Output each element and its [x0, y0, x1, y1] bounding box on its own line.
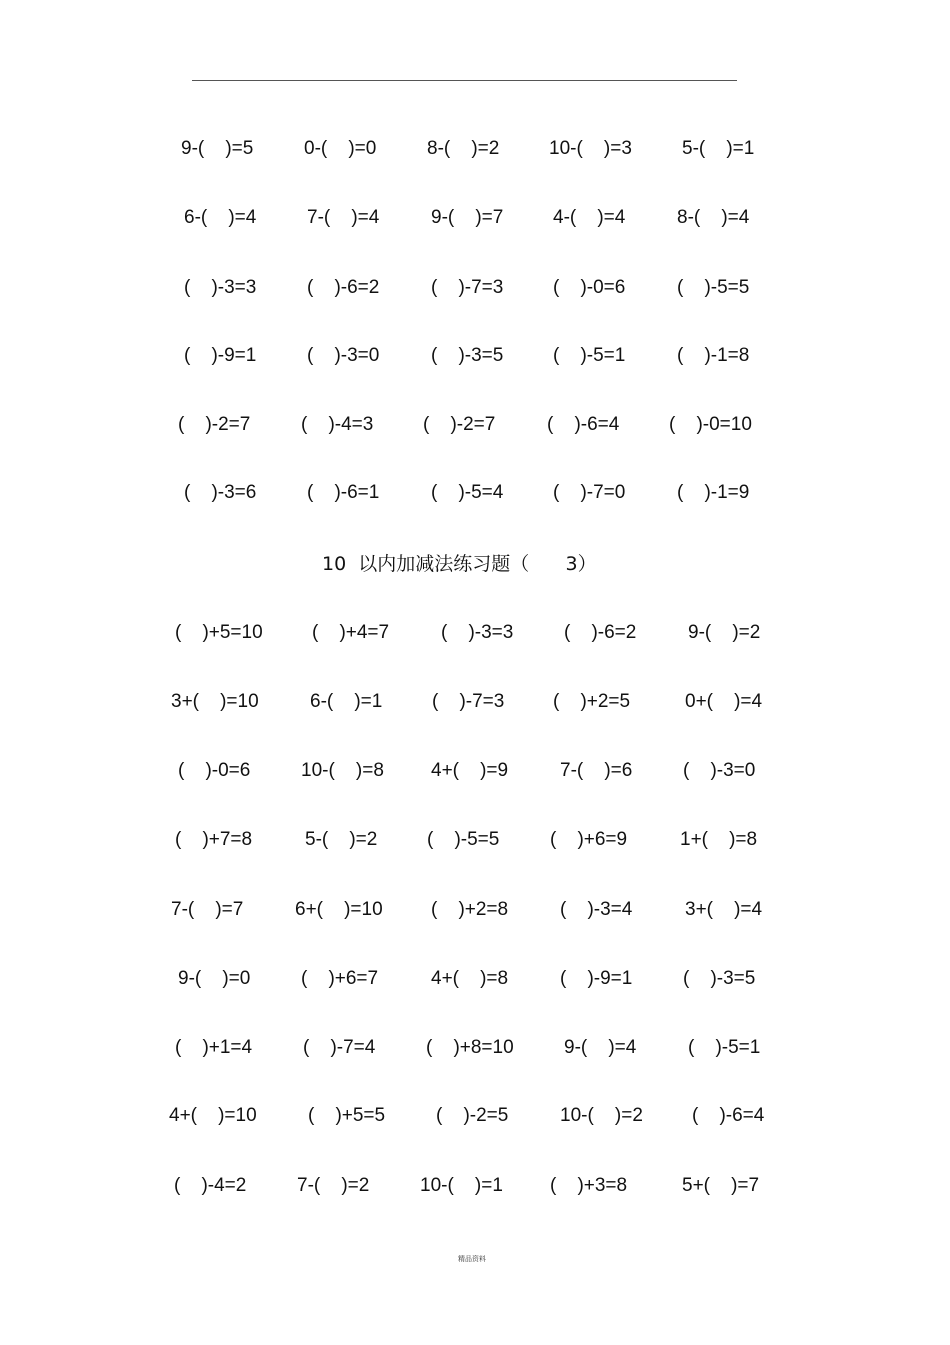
exercise-item: 9-( )=7: [431, 207, 504, 228]
exercise-item: ( )-6=2: [564, 622, 637, 643]
exercise-item: ( )-2=7: [423, 414, 496, 435]
exercise-item: ( )-6=4: [547, 414, 620, 435]
exercise-item: 10-( )=8: [301, 760, 384, 781]
exercise-item: ( )-2=5: [436, 1105, 509, 1126]
exercise-item: 9-( )=5: [181, 138, 254, 159]
section-title-row: [0, 549, 950, 579]
top-rule: [192, 80, 737, 81]
exercise-item: ( )-5=4: [431, 482, 504, 503]
exercise-item: 5+( )=7: [682, 1175, 760, 1196]
exercise-item: ( )+2=8: [431, 899, 509, 920]
exercise-item: ( )+4=7: [312, 622, 390, 643]
exercise-item: ( )-6=1: [307, 482, 380, 503]
exercise-item: 9-( )=2: [688, 622, 761, 643]
exercise-item: ( )+2=5: [553, 691, 631, 712]
exercise-item: 0-( )=0: [304, 138, 377, 159]
exercise-item: ( )+6=9: [550, 829, 628, 850]
exercise-item: 6+( )=10: [295, 899, 383, 920]
exercise-item: 7-( )=2: [297, 1175, 370, 1196]
exercise-row: [0, 1033, 950, 1063]
exercise-item: 0+( )=4: [685, 691, 763, 712]
exercise-item: 7-( )=6: [560, 760, 633, 781]
exercise-row: [0, 410, 950, 440]
exercise-item: ( )-3=5: [431, 345, 504, 366]
exercise-item: ( )-3=0: [683, 760, 756, 781]
exercise-item: ( )+5=10: [175, 622, 263, 643]
exercise-item: ( )+1=4: [175, 1037, 253, 1058]
exercise-item: ( )-3=6: [184, 482, 257, 503]
exercise-item: 8-( )=2: [427, 138, 500, 159]
exercise-item: 7-( )=4: [307, 207, 380, 228]
exercise-item: ( )-2=7: [178, 414, 251, 435]
exercise-item: ( )-7=3: [432, 691, 505, 712]
exercise-item: 6-( )=1: [310, 691, 383, 712]
exercise-item: 4+( )=8: [431, 968, 509, 989]
exercise-item: ( )-3=4: [560, 899, 633, 920]
exercise-row: [0, 687, 950, 717]
exercise-row: [0, 273, 950, 303]
exercise-item: ( )-5=5: [677, 277, 750, 298]
exercise-item: ( )-3=0: [307, 345, 380, 366]
exercise-item: ( )+5=5: [308, 1105, 386, 1126]
exercise-row: [0, 1171, 950, 1201]
exercise-item: ( )-5=1: [553, 345, 626, 366]
exercise-item: ( )-6=4: [692, 1105, 765, 1126]
exercise-row: [0, 825, 950, 855]
exercise-item: 9-( )=0: [178, 968, 251, 989]
exercise-item: ( )-4=3: [301, 414, 374, 435]
exercise-item: ( )+6=7: [301, 968, 379, 989]
exercise-item: 4-( )=4: [553, 207, 626, 228]
exercise-item: ( )-0=10: [669, 414, 752, 435]
exercise-row: [0, 964, 950, 994]
exercise-item: ( )-0=6: [553, 277, 626, 298]
exercise-item: ( )-6=2: [307, 277, 380, 298]
exercise-item: ( )-5=5: [427, 829, 500, 850]
exercise-item: ( )+3=8: [550, 1175, 628, 1196]
footer-text: 精品资料: [458, 1255, 486, 1263]
exercise-item: 8-( )=4: [677, 207, 750, 228]
exercise-row: [0, 203, 950, 233]
exercise-row: [0, 1101, 950, 1131]
exercise-item: ( )-1=8: [677, 345, 750, 366]
exercise-row: [0, 895, 950, 925]
exercise-item: ( )-7=4: [303, 1037, 376, 1058]
exercise-item: ( )-5=1: [688, 1037, 761, 1058]
exercise-item: ( )+8=10: [426, 1037, 514, 1058]
section-title: 10 以内加减法练习题（ 3）: [322, 553, 597, 575]
exercise-item: 3+( )=4: [685, 899, 763, 920]
exercise-item: ( )-3=5: [683, 968, 756, 989]
exercise-item: ( )-1=9: [677, 482, 750, 503]
exercise-item: ( )-3=3: [184, 277, 257, 298]
exercise-item: 1+( )=8: [680, 829, 758, 850]
exercise-item: 4+( )=9: [431, 760, 509, 781]
exercise-item: 10-( )=2: [560, 1105, 643, 1126]
exercise-item: ( )-9=1: [560, 968, 633, 989]
exercise-item: 10-( )=3: [549, 138, 632, 159]
exercise-item: 4+( )=10: [169, 1105, 257, 1126]
exercise-item: 9-( )=4: [564, 1037, 637, 1058]
exercise-item: ( )+7=8: [175, 829, 253, 850]
exercise-item: 5-( )=1: [682, 138, 755, 159]
exercise-row: [0, 756, 950, 786]
exercise-item: 7-( )=7: [171, 899, 244, 920]
exercise-item: ( )-7=0: [553, 482, 626, 503]
exercise-row: [0, 341, 950, 371]
exercise-row: [0, 618, 950, 648]
exercise-item: 6-( )=4: [184, 207, 257, 228]
exercise-item: ( )-0=6: [178, 760, 251, 781]
exercise-item: ( )-3=3: [441, 622, 514, 643]
exercise-row: [0, 478, 950, 508]
exercise-item: 5-( )=2: [305, 829, 378, 850]
exercise-row: [0, 134, 950, 164]
exercise-item: ( )-4=2: [174, 1175, 247, 1196]
exercise-item: ( )-9=1: [184, 345, 257, 366]
exercise-item: 3+( )=10: [171, 691, 259, 712]
exercise-item: ( )-7=3: [431, 277, 504, 298]
exercise-item: 10-( )=1: [420, 1175, 503, 1196]
